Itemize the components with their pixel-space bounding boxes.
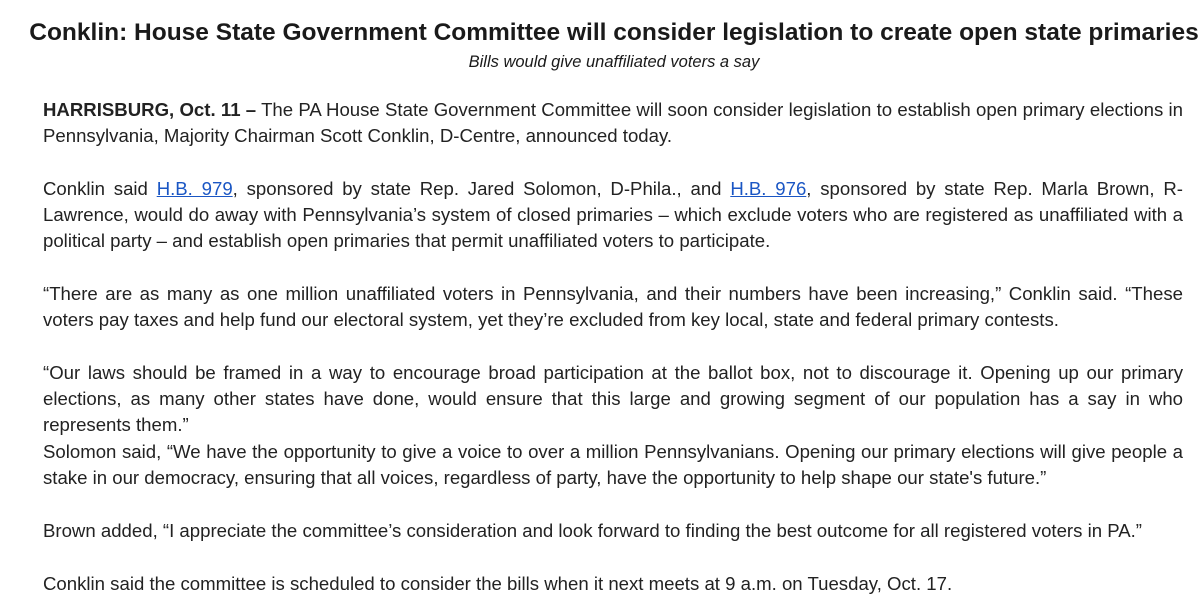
paragraph-solomon-quote: Solomon said, “We have the opportunity to give a voice to over a million Pennsylvanians. Opening our primary elections will give people a stake in our democracy, ensuring that all voices, regardless of party, have the opportunity to help shape our state's future.” — [43, 441, 1183, 488]
bills-text-end: , sponsored by state Rep. Marla Brown, R-Lawrence, would do away with Pennsylvania’s system of closed primaries – which exclude voters who are registered as unaffiliated with a political party – and establish open primaries that permit unaffiliated voters to participate. — [43, 178, 1183, 251]
hb-976-link[interactable]: H.B. 976 — [730, 178, 807, 199]
paragraph-conklin-quote-2: “Our laws should be framed in a way to encourage broad participation at the ballot box, not to discourage it. Opening up our primary elections, as many other states have done, would ensure that this large and growing segment of our population has a say in who represents them.” — [43, 362, 1183, 435]
paragraph-conklin-quote-1: “There are as many as one million unaffiliated voters in Pennsylvania, and their numbers have been increasing,” Conklin said. “These voters pay taxes and help fund our electoral system, yet they’re excluded from key local, state and federal primary contests. — [43, 283, 1183, 330]
paragraph-intro — [43, 97, 1183, 149]
paragraph-bills — [43, 176, 1183, 254]
paragraph-brown-quote: Brown added, “I appreciate the committee’s consideration and look forward to finding the best outcome for all registered voters in PA.” — [43, 520, 1142, 541]
hb-979-link[interactable]: H.B. 979 — [156, 178, 233, 199]
intro-text: The PA House State Government Committee will soon consider legislation to establish open primary elections in Pennsylvania, Majority Chairman Scott Conklin, D-Centre, announced today. — [43, 99, 1183, 146]
headline: Conklin: House State Government Committee will consider legislation to create open state primaries — [29, 19, 1199, 46]
bills-text-start: Conklin said — [43, 178, 157, 199]
paragraph-schedule: Conklin said the committee is scheduled to consider the bills when it next meets at 9 a.m. on Tuesday, Oct. 17. — [43, 573, 953, 594]
subheadline: Bills would give unaffiliated voters a say — [468, 53, 760, 71]
dateline: HARRISBURG, Oct. 11 – — [43, 99, 257, 120]
bills-text-middle: , sponsored by state Rep. Jared Solomon, D-Phila., and — [232, 178, 731, 199]
